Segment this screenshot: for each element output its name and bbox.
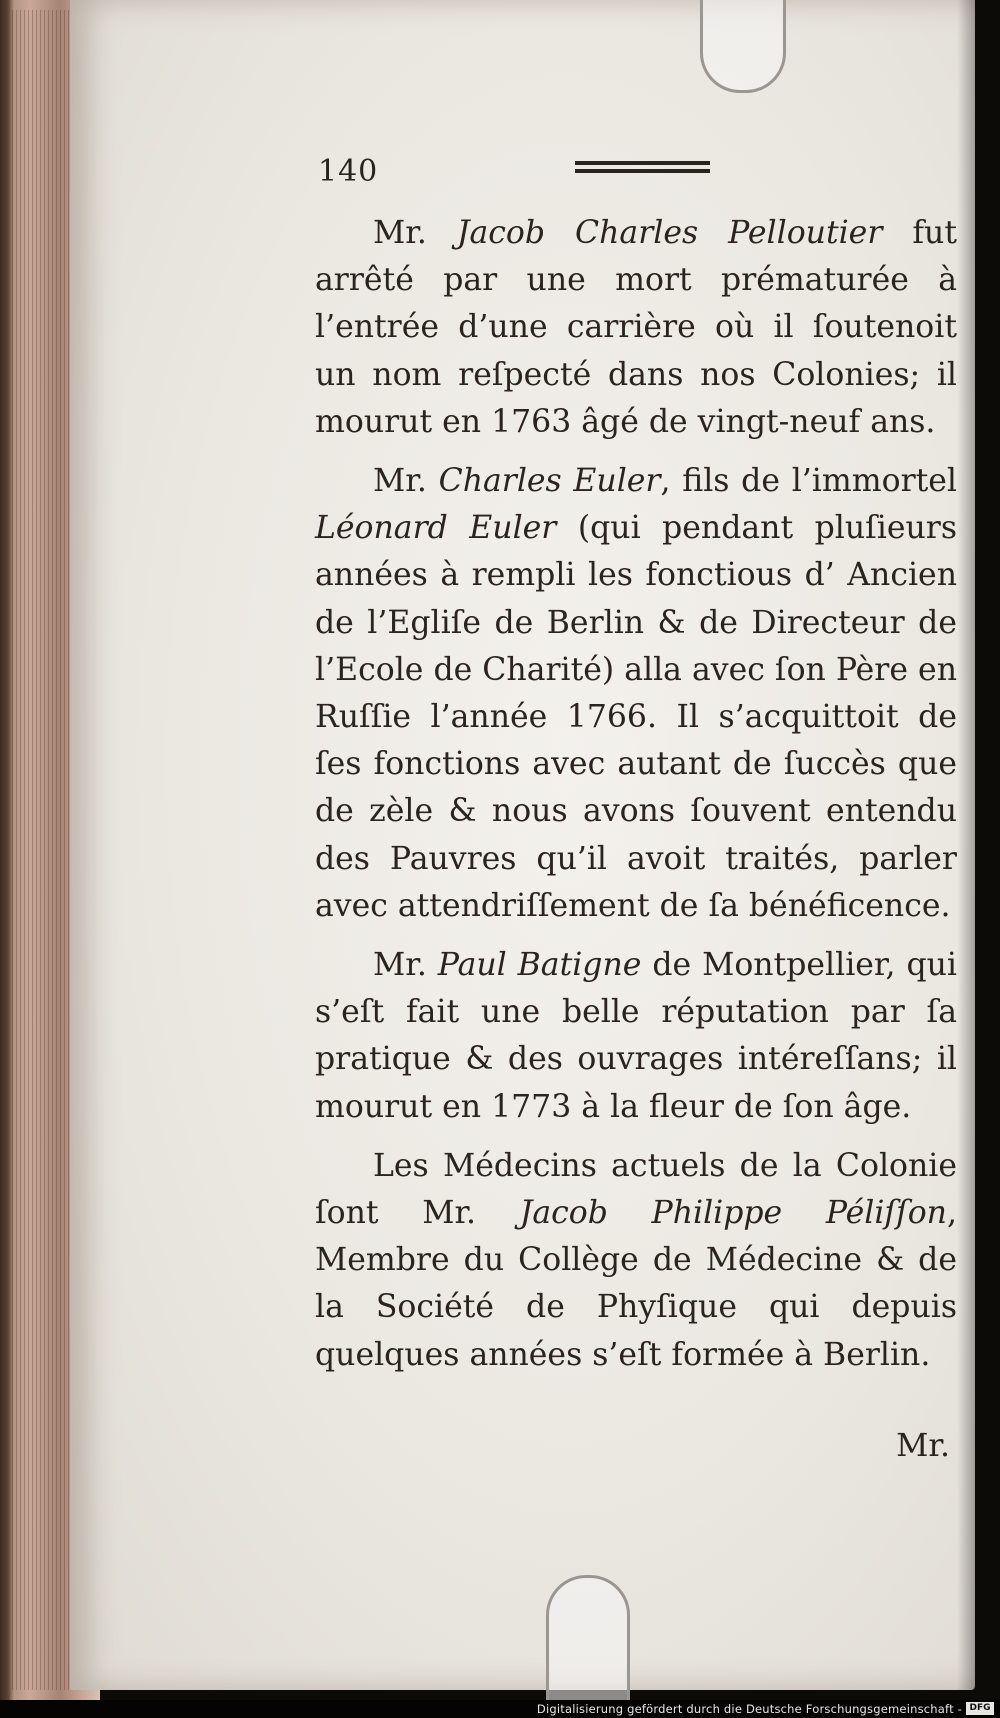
bottom-clamp: [546, 1575, 630, 1718]
page-shadow: [957, 0, 975, 1690]
dfg-logo: DFG: [966, 1702, 994, 1715]
text-run: , Membre du Collège de Médecine & de la Société de Phyſique qui depuis quelques années s’eſt formée à Berlin.: [315, 1195, 957, 1373]
person-name: Jacob Philippe Péliſſon: [519, 1195, 947, 1232]
paragraph: [315, 942, 957, 1131]
text-run: (qui pendant pluſieurs années à rempli les fonctious d’ Ancien de l’Egliſe de Berlin & de Directeur de l’Ecole de Charité) alla avec ſon Père en Ruſſie l’année 1766. Il s’acquittoit de ſes fonctions avec autant de ſuccès que de zèle & nous avons ſouvent entendu des Pauvres qu’il avoit traités, parler avec attendriſſement de ſa bénéficence.: [315, 510, 958, 924]
funding-credit: Digitalisierung gefördert durch die Deutsche Forschungsgemeinschaft -: [536, 1702, 962, 1716]
text-run: Les Médecins actuels de la Colonie ſont Mr.: [315, 1147, 957, 1232]
top-clamp: [700, 0, 786, 93]
person-name: Jacob Charles Pelloutier: [456, 215, 883, 251]
text-run: fut arrêté par une mort prématurée à l’entrée d’une carrière où il ſoutenoit un nom reſpecté dans nos Colonies; il mourut en 1763 âgé de vingt-neuf ans.: [315, 215, 957, 440]
text-run: de Montpellier, qui s’eſt fait une belle réputation par ſa pratique & des ouvrages intéreſſans; il mourut en 1773 à la fleur de ſon âge.: [315, 947, 957, 1125]
person-name: Léonard Euler: [315, 510, 557, 547]
page-number: 140: [318, 154, 379, 189]
header-rule: [575, 161, 710, 173]
paragraph: [315, 210, 957, 446]
text-run: Mr.: [373, 215, 457, 251]
text-run: Mr.: [373, 947, 438, 984]
paragraph: [315, 1143, 957, 1379]
person-name: Charles Euler: [438, 463, 661, 500]
paragraph: [315, 458, 957, 930]
text-run: , fils de l’immortel: [660, 463, 957, 500]
body-text: [315, 210, 957, 1379]
person-name: Paul Batigne: [437, 947, 642, 984]
catchword: Mr.: [896, 1428, 950, 1464]
text-run: Mr.: [373, 463, 439, 500]
